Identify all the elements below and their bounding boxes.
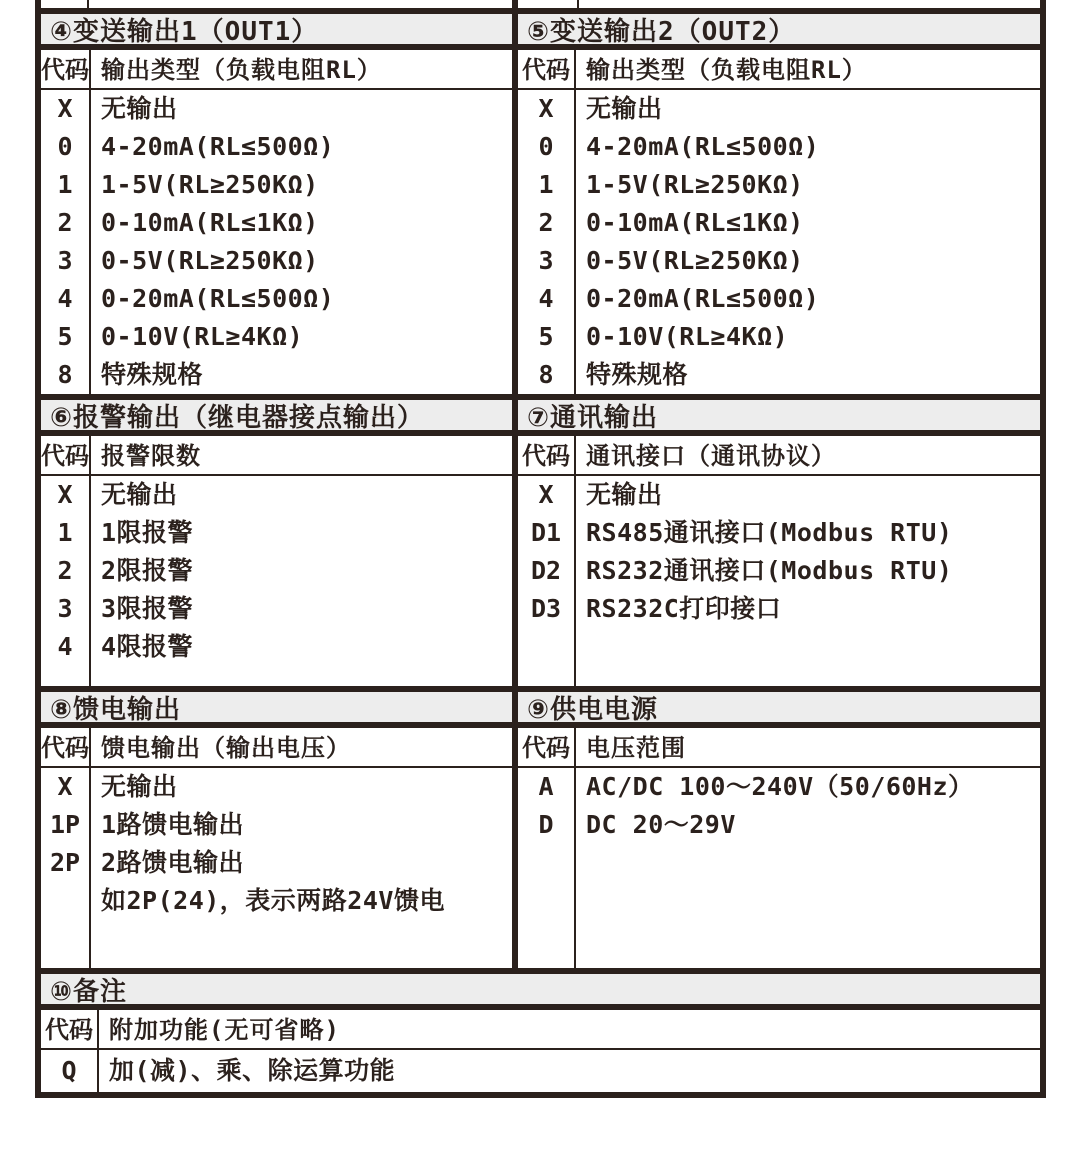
desc-column-header: 输出类型（负载电阻RL）: [101, 56, 382, 84]
code-cell: 0: [538, 132, 554, 161]
table-body: [518, 476, 1040, 686]
desc-column: [576, 476, 1040, 686]
code-cell: 1P: [49, 810, 81, 839]
code-cell: D2: [530, 556, 562, 585]
desc-cell: 0-10mA(RL≤1KΩ): [586, 208, 804, 237]
desc-column-header: 报警限数: [101, 442, 201, 470]
desc-cell: RS485通讯接口(Modbus RTU): [586, 518, 953, 547]
desc-column: [91, 476, 512, 686]
desc-column: [99, 1050, 1040, 1092]
desc-cell: 0-10V(RL≥4KΩ): [586, 322, 789, 351]
desc-cell: 1限报警: [101, 518, 194, 547]
desc-cell: AC/DC 100～240V（50/60Hz）: [586, 772, 974, 801]
code-cell: X: [57, 480, 73, 509]
code-cell: 4: [538, 284, 554, 313]
desc-cell: 1路馈电输出: [101, 810, 245, 839]
table-body: [41, 768, 512, 968]
desc-cell: 1-5V(RL≥250KΩ): [101, 170, 319, 199]
table-comm: [518, 400, 1040, 686]
desc-column-header: 馈电输出（输出电压）: [101, 734, 351, 762]
desc-column: [91, 90, 512, 394]
code-cell: X: [538, 94, 554, 123]
desc-cell: 4-20mA(RL≤500Ω): [586, 132, 820, 161]
selection-table: [35, 8, 1046, 1098]
desc-cell: 4-20mA(RL≤500Ω): [101, 132, 335, 161]
code-cell: 1: [57, 170, 73, 199]
table-power: [518, 692, 1040, 968]
desc-cell: 3限报警: [101, 594, 194, 623]
desc-column: [576, 768, 1040, 968]
code-column-header: 代码: [41, 728, 91, 766]
column-header-row: [518, 50, 1040, 90]
code-column-header: 代码: [41, 1010, 99, 1048]
code-cell: X: [57, 772, 73, 801]
column-header-row: [41, 436, 512, 476]
code-column: [41, 476, 91, 686]
desc-cell: RS232C打印接口: [586, 594, 782, 623]
desc-cell: 加(减)、乘、除运算功能: [109, 1056, 396, 1085]
code-column-header: 代码: [41, 436, 91, 474]
code-cell: 5: [57, 322, 73, 351]
table-body: [41, 90, 512, 394]
desc-cell: DC 20～29V: [586, 810, 736, 839]
desc-cell: 2限报警: [101, 556, 194, 585]
code-column: [518, 768, 576, 968]
column-header-row: [41, 50, 512, 90]
desc-column-header: 输出类型（负载电阻RL）: [586, 56, 867, 84]
code-cell: 2P: [49, 848, 81, 877]
code-column-header: 代码: [518, 436, 576, 474]
column-header-row: [518, 436, 1040, 476]
table-feed: [41, 692, 512, 968]
table-out1: [41, 14, 512, 394]
code-cell: 0: [57, 132, 73, 161]
desc-column-header: 电压范围: [586, 734, 686, 762]
section-title-out1: ④变送输出1（OUT1）: [41, 14, 512, 50]
desc-cell: 无输出: [101, 94, 178, 123]
code-column: [518, 476, 576, 686]
desc-cell: 特殊规格: [101, 360, 204, 389]
code-cell: 4: [57, 632, 73, 661]
code-cell: 2: [57, 208, 73, 237]
desc-cell: 0-20mA(RL≤500Ω): [101, 284, 335, 313]
code-column: [41, 1050, 99, 1092]
section-title-alarm: ⑥报警输出（继电器接点输出）: [41, 400, 512, 436]
section-title-power: ⑨供电电源: [518, 692, 1040, 728]
code-column-header: 代码: [518, 728, 576, 766]
code-cell: D: [538, 810, 554, 839]
code-column: [41, 768, 91, 968]
table-body: [41, 1050, 1040, 1092]
desc-cell: 0-10mA(RL≤1KΩ): [101, 208, 319, 237]
code-cell: 1: [57, 518, 73, 547]
code-column-header: 代码: [41, 50, 91, 88]
section-title-out2: ⑤变送输出2（OUT2）: [518, 14, 1040, 50]
desc-cell: 特殊规格: [586, 360, 689, 389]
section-title-comm: ⑦通讯输出: [518, 400, 1040, 436]
code-cell: X: [57, 94, 73, 123]
column-header-row: [41, 728, 512, 768]
code-cell: [41, 882, 89, 920]
code-cell: X: [538, 480, 554, 509]
desc-cell: 2路馈电输出: [101, 848, 245, 877]
code-cell: 8: [57, 360, 73, 389]
code-cell: 3: [57, 594, 73, 623]
section-alarm-comm: [41, 400, 1040, 686]
code-column: [41, 90, 91, 394]
table-out2: [518, 14, 1040, 394]
desc-cell: 0-10V(RL≥4KΩ): [101, 322, 304, 351]
desc-cell: 无输出: [101, 772, 178, 801]
desc-cell: 无输出: [586, 94, 663, 123]
desc-cell: 无输出: [101, 480, 178, 509]
section-title-note: ⑩备注: [41, 974, 1040, 1010]
desc-cell: 无输出: [586, 480, 663, 509]
desc-column: [91, 768, 512, 968]
table-body: [518, 90, 1040, 394]
table-alarm: [41, 400, 512, 686]
table-note: [41, 974, 1040, 1092]
desc-cell: 0-5V(RL≥250KΩ): [586, 246, 804, 275]
code-cell: 5: [538, 322, 554, 351]
desc-cell: 4限报警: [101, 632, 194, 661]
column-header-row: [518, 728, 1040, 768]
code-cell: 8: [538, 360, 554, 389]
code-cell: Q: [61, 1056, 77, 1085]
code-cell: A: [538, 772, 554, 801]
section-feed-power: [41, 692, 1040, 968]
code-cell: 2: [57, 556, 73, 585]
section-note: [41, 974, 1040, 1092]
desc-cell: RS232通讯接口(Modbus RTU): [586, 556, 953, 585]
code-cell: D1: [530, 518, 562, 547]
code-column-header: 代码: [518, 50, 576, 88]
desc-cell: 0-20mA(RL≤500Ω): [586, 284, 820, 313]
code-cell: 2: [538, 208, 554, 237]
desc-cell: 如2P(24)，表示两路24V馈电: [101, 886, 445, 915]
code-cell: 1: [538, 170, 554, 199]
desc-column-header: 附加功能(无可省略): [109, 1016, 340, 1044]
code-cell: 3: [57, 246, 73, 275]
section-title-feed: ⑧馈电输出: [41, 692, 512, 728]
code-cell: 4: [57, 284, 73, 313]
desc-column: [576, 90, 1040, 394]
code-cell: D3: [530, 594, 562, 623]
desc-cell: 0-5V(RL≥250KΩ): [101, 246, 319, 275]
code-cell: 3: [538, 246, 554, 275]
table-body: [41, 476, 512, 686]
desc-cell: 1-5V(RL≥250KΩ): [586, 170, 804, 199]
desc-column-header: 通讯接口（通讯协议）: [586, 442, 836, 470]
column-header-row: [41, 1010, 1040, 1050]
table-body: [518, 768, 1040, 968]
section-transmit-outputs: [41, 14, 1040, 394]
code-column: [518, 90, 576, 394]
